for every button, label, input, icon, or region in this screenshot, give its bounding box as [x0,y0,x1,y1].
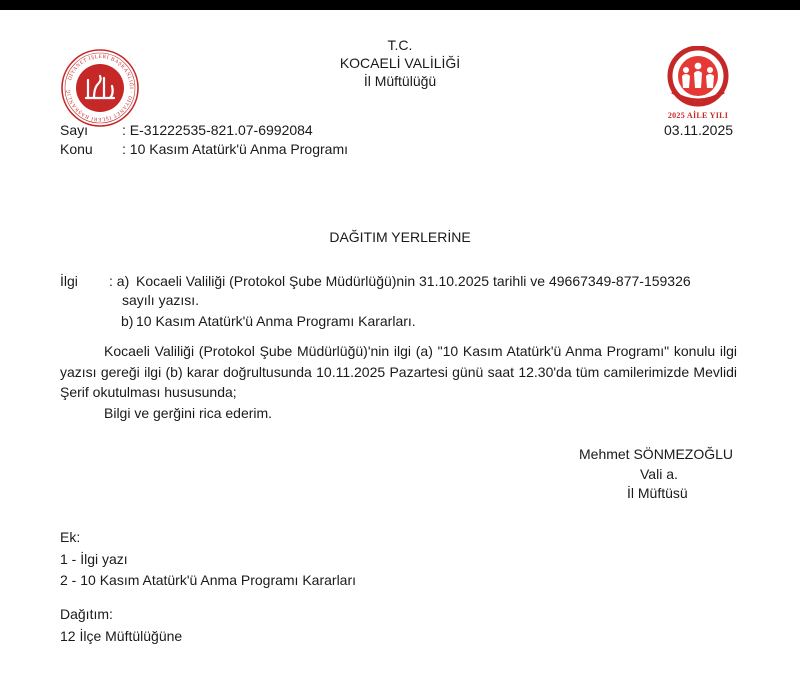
signatory-name: Mehmet SÖNMEZOĞLU [579,446,734,462]
attachment-item-1: 1 - İlgi yazı [60,551,128,567]
ilgi-a-line1: Kocaeli Valiliği (Protokol Şube Müdürlüğü)nin 31.10.2025 tarihli ve 49667349-877-159326 [136,273,691,289]
document-date: 03.11.2025 [664,122,734,138]
signatory-title-2: İl Müftüsü [627,485,688,501]
top-frame-bar [0,0,800,10]
ilgi-a-prefix: : a) [109,273,130,289]
body-paragraph: Kocaeli Valiliği (Protokol Şube Müdürlüğü)'nin ilgi (a) "10 Kasım Atatürk'ü Anma Programı" konulu ilgi yazısı gereği ilgi (b) karar doğrultusunda 10.11.2025 Pazartesi günü saat 12.30'da tüm camilerimizde Mevlidi Şerif okutulması hususunda; [60,343,737,400]
body-closing: Bilgi ve gerğini rica ederim. [104,404,273,421]
distribution-label: Dağıtım: [60,606,113,622]
attachment-item-2: 2 - 10 Kasım Atatürk'ü Anma Programı Kararları [60,572,357,588]
ilgi-a-line2: sayılı yazısı. [122,292,200,308]
diyanet-seal-icon [60,48,140,128]
attachments-label: Ek: [60,529,81,545]
header-tc: T.C. [387,37,413,53]
ilgi-b-prefix: b) [121,313,134,329]
ilgi-label: İlgi [60,273,78,289]
ilgi-b-line1: 10 Kasım Atatürk'ü Anma Programı Kararları. [136,313,416,329]
sayi-label: Sayı [60,122,89,138]
official-letter [0,10,800,683]
family-year-caption: 2025 AİLE YILI [667,111,729,120]
distribution-title: DAĞITIM YERLERİNE [329,229,471,245]
distribution-item-1: 12 İlçe Müftülüğüne [60,628,183,644]
sayi-value: : E-31222535-821.07-6992084 [122,122,313,138]
konu-label: Konu [60,141,93,157]
svg-text:DİYANET İŞLERİ BAŞKANLIĞI · Dİ: DİYANET İŞLERİ BAŞKANLIĞI · DİYANET İŞLERİ BAŞKANLIĞ [65,53,135,123]
header-governorship: KOCAELİ VALİLİĞİ [339,55,461,71]
konu-value: : 10 Kasım Atatürk'ü Anma Programı [122,141,348,157]
signatory-title-1: Vali a. [640,466,678,482]
header-mufti-office: İl Müftülüğü [363,73,437,89]
body-text [60,341,737,423]
